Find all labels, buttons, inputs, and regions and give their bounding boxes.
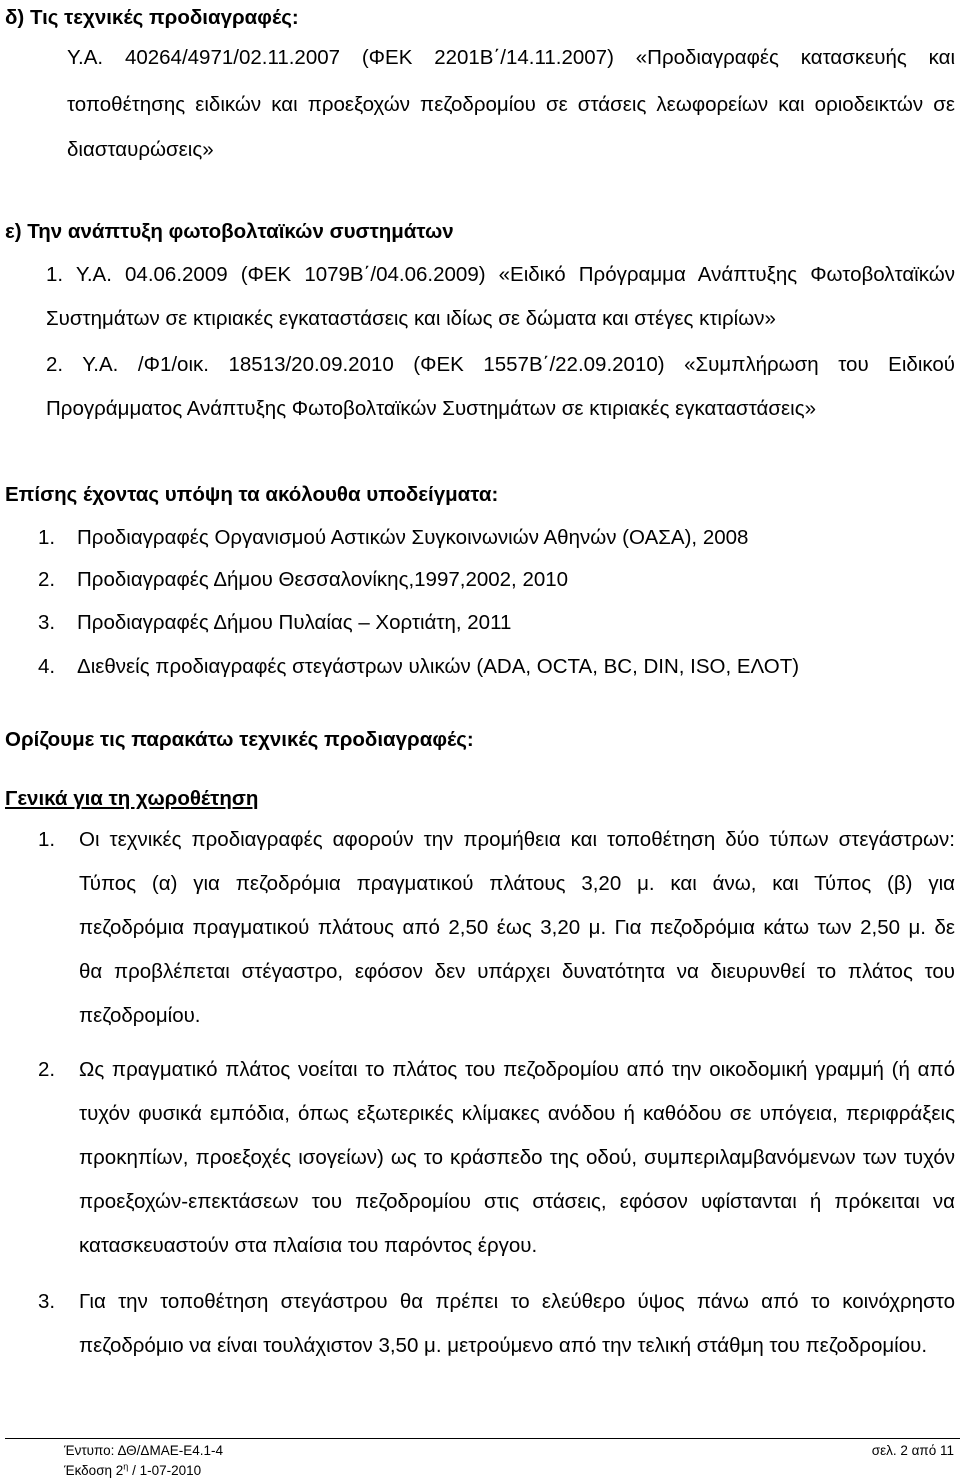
footer-edition-suffix: / 1-07-2010 bbox=[128, 1463, 202, 1478]
footer-edition-sup: η bbox=[123, 1461, 129, 1472]
general-heading: Γενικά για τη χωροθέτηση bbox=[5, 787, 259, 810]
general-item-line: θα προβλέπεται στέγαστρο, εφόσον δεν υπάρχει δυνατότητα να διευρυνθεί το πλάτος του bbox=[79, 960, 955, 983]
general-item-number: 3. bbox=[38, 1290, 56, 1313]
general-item-line: Για την τοποθέτηση στεγάστρου θα πρέπει το ελεύθερο ύψος πάνω από το κοινόχρηστο bbox=[79, 1290, 955, 1313]
section-e-line: 2. Υ.Α. /Φ1/οικ. 18513/20.09.2010 (ΦΕΚ 1557Β΄/22.09.2010) «Συμπλήρωση του Ειδικού bbox=[46, 353, 955, 376]
footer-edition-prefix: Έκδοση 2 bbox=[64, 1463, 124, 1478]
section-e-line: Προγράμματος Ανάπτυξης Φωτοβολταϊκών Συστημάτων σε κτιριακές εγκαταστάσεις» bbox=[46, 397, 816, 420]
example-number: 1. bbox=[38, 526, 56, 549]
general-item-line: Ως πραγματικό πλάτος νοείται το πλάτος του πεζοδρομίου από την οικοδομική γραμμή (ή από bbox=[79, 1058, 955, 1081]
example-number: 3. bbox=[38, 611, 56, 634]
general-item-line: τυχόν φυσικά εμπόδια, όπως εξωτερικές κλίμακες ανόδου ή καθόδου σε υπόγεια, περιφράξεις bbox=[79, 1102, 955, 1125]
section-d-heading: δ) Τις τεχνικές προδιαγραφές: bbox=[5, 6, 299, 29]
section-d-line: διασταυρώσεις» bbox=[67, 138, 214, 161]
example-item: Προδιαγραφές Δήμου Θεσσαλονίκης,1997,2002, 2010 bbox=[77, 568, 569, 591]
footer-rule bbox=[5, 1438, 960, 1439]
section-d-line: τοποθέτησης ειδικών και προεξοχών πεζοδρομίου σε στάσεις λεωφορείων και οριοδεικτών σε bbox=[67, 93, 955, 116]
section-e-line: 1. Υ.Α. 04.06.2009 (ΦΕΚ 1079Β΄/04.06.2009) «Ειδικό Πρόγραμμα Ανάπτυξης Φωτοβολταϊκών bbox=[46, 263, 955, 286]
general-item-line: Τύπος (α) για πεζοδρόμια πραγματικού πλάτους 3,20 μ. και άνω, και Τύπος (β) για bbox=[79, 872, 955, 895]
example-number: 2. bbox=[38, 568, 56, 591]
section-d-line: Υ.Α. 40264/4971/02.11.2007 (ΦΕΚ 2201Β΄/14.11.2007) «Προδιαγραφές κατασκευής και bbox=[67, 46, 955, 69]
general-item-number: 2. bbox=[38, 1058, 56, 1081]
examples-heading: Επίσης έχοντας υπόψη τα ακόλουθα υποδείγματα: bbox=[5, 483, 499, 506]
footer-page-number: σελ. 2 από 11 bbox=[871, 1443, 954, 1458]
general-item-line: προκηπίων, προεξοχές ισογείων) ως το κράσπεδο της οδού, συμπεριλαμβανόμενων των τυχόν bbox=[79, 1146, 955, 1169]
specs-heading: Ορίζουμε τις παρακάτω τεχνικές προδιαγραφές: bbox=[5, 728, 474, 751]
general-item-line: προεξοχών-επεκτάσεων του πεζοδρομίου στις στάσεις, εφόσον υφίστανται ή πρόκειται να bbox=[79, 1190, 955, 1213]
general-item-line: Οι τεχνικές προδιαγραφές αφορούν την προμήθεια και τοποθέτηση δύο τύπων στεγάστρων: bbox=[79, 828, 955, 851]
section-e-heading: ε) Την ανάπτυξη φωτοβολταϊκών συστημάτων bbox=[5, 220, 454, 243]
general-item-line: πεζοδρόμια πραγματικού πλάτους από 2,50 έως 3,20 μ. Για πεζοδρόμια κάτω των 2,50 μ. δε bbox=[79, 916, 955, 939]
example-item: Διεθνείς προδιαγραφές στεγάστρων υλικών (ADA, OCTA, BC, DIN, ISO, ΕΛΟΤ) bbox=[77, 655, 800, 678]
section-e-line: Συστημάτων σε κτιριακές εγκαταστάσεις και ιδίως σε δώματα και στέγες κτιρίων» bbox=[46, 307, 776, 330]
general-item-line: πεζοδρόμιο να είναι τουλάχιστον 3,50 μ. μετρούμενο από την τελική στάθμη του πεζοδρομίου. bbox=[79, 1334, 928, 1357]
example-number: 4. bbox=[38, 655, 56, 678]
footer-edition bbox=[64, 1463, 201, 1479]
example-item: Προδιαγραφές Οργανισμού Αστικών Συγκοινωνιών Αθηνών (ΟΑΣΑ), 2008 bbox=[77, 526, 749, 549]
example-item: Προδιαγραφές Δήμου Πυλαίας – Χορτιάτη, 2011 bbox=[77, 611, 512, 634]
general-item-line: πεζοδρομίου. bbox=[79, 1004, 201, 1027]
general-item-line: κατασκευαστούν στα πλαίσια του παρόντος έργου. bbox=[79, 1234, 538, 1257]
footer-form-code: Έντυπο: ΔΘ/ΔΜΑΕ-Ε4.1-4 bbox=[64, 1443, 223, 1458]
general-item-number: 1. bbox=[38, 828, 56, 851]
